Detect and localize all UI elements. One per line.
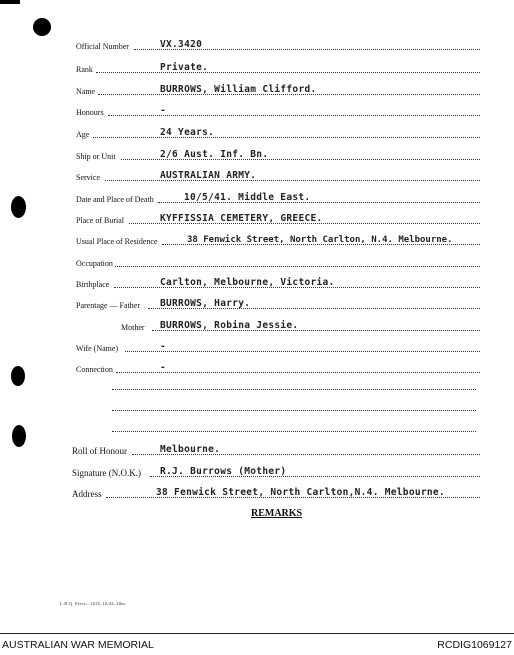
age-value: 24 Years. [160, 127, 215, 138]
row-rank [76, 60, 480, 76]
row-occupation [76, 254, 480, 270]
punch-hole [12, 425, 26, 447]
connection-label: Connection [76, 365, 113, 374]
signature-label: Signature (N.O.K.) [72, 468, 141, 478]
ship-or-unit-value: 2/6 Aust. Inf. Bn. [160, 149, 269, 160]
residence-value: 38 Fenwick Street, North Carlton, N.4. Melbourne. [187, 235, 453, 245]
wife-label: Wife (Name) [76, 344, 119, 353]
row-honours [76, 103, 480, 119]
connection-line [112, 431, 476, 432]
footer-institution: AUSTRALIAN WAR MEMORIAL [2, 639, 154, 651]
official-number-label: Official Number [76, 42, 129, 51]
row-death [76, 190, 480, 206]
honours-label: Honours [76, 108, 104, 117]
mother-value: BURROWS, Robina Jessie. [160, 320, 299, 331]
name-value: BURROWS, William Clifford. [160, 84, 317, 95]
connection-value: - [160, 362, 167, 373]
row-birthplace [76, 275, 480, 291]
father-label: Parentage — Father [76, 301, 140, 310]
punch-hole [33, 18, 51, 36]
name-label: Name [76, 87, 96, 96]
row-age [76, 125, 480, 141]
mother-label: Mother [121, 323, 145, 332]
service-label: Service [76, 173, 100, 182]
residence-label: Usual Place of Residence [76, 237, 158, 246]
punch-hole [0, 0, 20, 4]
burial-value: KYFFISSIA CEMETERY, GREECE. [160, 213, 323, 224]
signature-value: R.J. Burrows (Mother) [160, 466, 287, 477]
punch-hole [11, 366, 25, 386]
row-signature [72, 464, 480, 480]
burial-label: Place of Burial [76, 216, 124, 225]
row-name [76, 82, 480, 98]
footer [0, 633, 514, 655]
age-label: Age [76, 130, 90, 139]
row-connection [76, 360, 480, 376]
row-roll-of-honour [72, 442, 480, 458]
row-wife [76, 339, 480, 355]
occupation-label: Occupation [76, 259, 113, 268]
father-value: BURROWS, Harry. [160, 298, 251, 309]
ship-or-unit-label: Ship or Unit [76, 152, 116, 161]
row-father [76, 296, 480, 312]
printer-note: L.H.Q. Press—1635–10/44–20m. [60, 601, 127, 606]
connection-line [112, 389, 476, 390]
rank-label: Rank [76, 65, 93, 74]
roll-of-honour-label: Roll of Honour [72, 446, 127, 456]
row-official-number [76, 37, 480, 53]
address-value: 38 Fenwick Street, North Carlton,N.4. Melbourne. [156, 487, 445, 498]
row-residence [76, 232, 480, 248]
row-burial [76, 211, 480, 227]
roll-of-honour-value: Melbourne. [160, 444, 221, 455]
row-service [76, 168, 480, 184]
row-mother [76, 318, 480, 334]
connection-line [112, 410, 476, 411]
footer-record-id: RCDIG1069127 [437, 639, 512, 651]
rank-value: Private. [160, 62, 209, 73]
service-value: AUSTRALIAN ARMY. [160, 170, 257, 181]
row-address [72, 485, 480, 501]
address-label: Address [72, 489, 102, 499]
death-label: Date and Place of Death [76, 195, 154, 204]
wife-value: - [160, 341, 167, 352]
punch-hole [11, 196, 26, 218]
remarks-heading: REMARKS [251, 508, 303, 519]
honours-value: - [160, 105, 167, 116]
death-value: 10/5/41. Middle East. [184, 192, 311, 203]
birthplace-label: Birthplace [76, 280, 110, 289]
official-number-value: VX.3420 [160, 39, 203, 50]
row-ship-or-unit [76, 147, 480, 163]
birthplace-value: Carlton, Melbourne, Victoria. [160, 277, 335, 288]
